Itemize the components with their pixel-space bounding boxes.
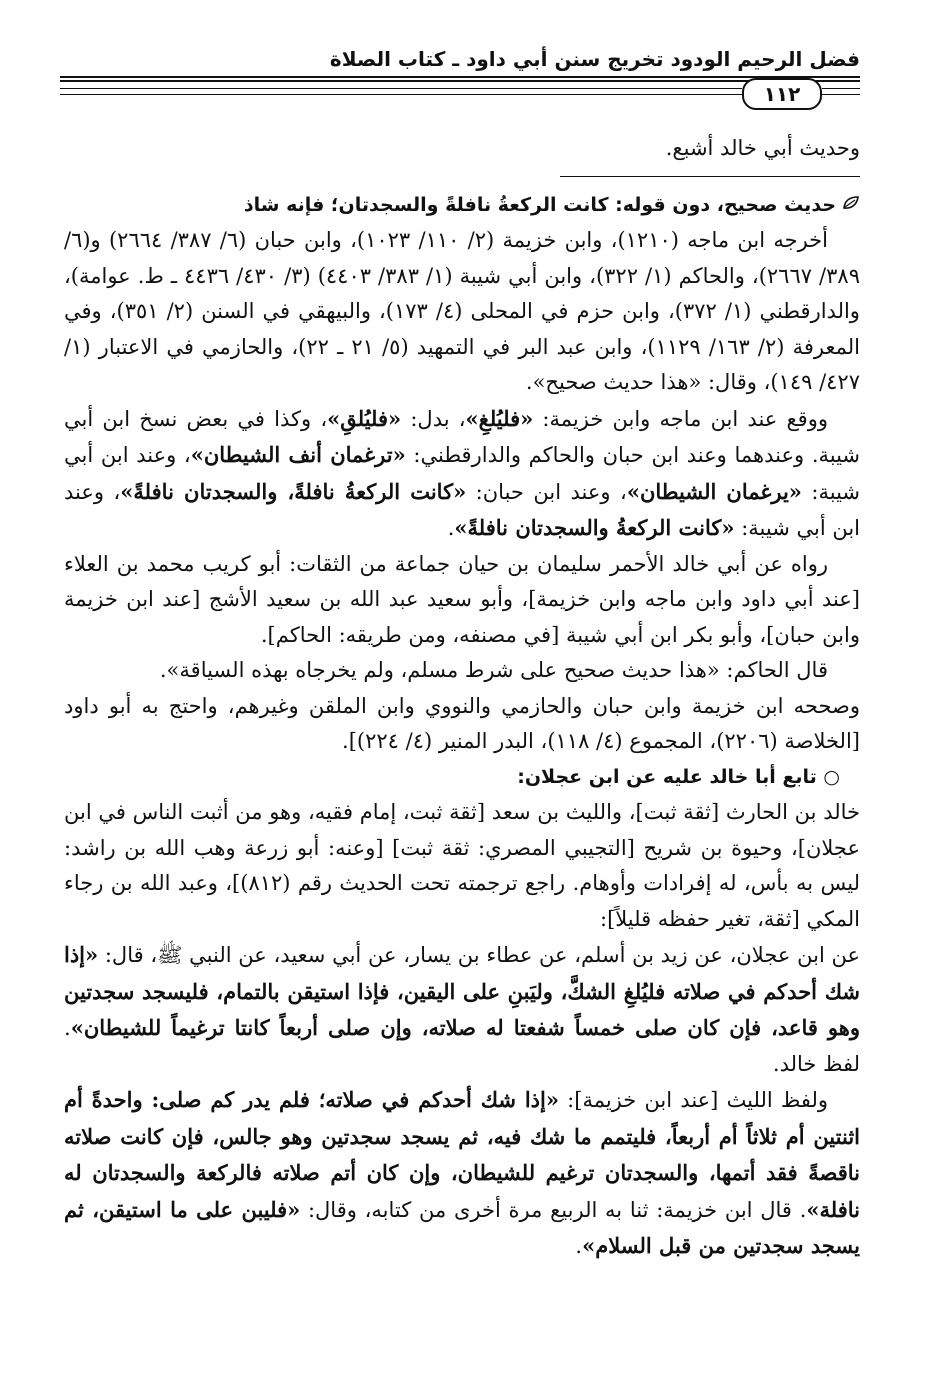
section-separator <box>560 176 860 177</box>
page-number-badge <box>742 78 822 110</box>
page-number-rule-left-2 <box>60 94 742 95</box>
paragraph-takhrij: أخرجه ابن ماجه (١٢١٠)، وابن خزيمة (٢/ ١١٠/ ١٠٢٣)، وابن حبان (٦/ ٣٨٧/ ٢٦٦٤) و(٦/ ٣٨٩/ ٢٦٦٧)، والحاكم (١/ ٣٢٢)، وابن أبي شيبة (١/ ٣٨٣/ ٤٤٠٣) (٣/ ٤٣٠/ ٤٤٣٦ ـ ط. عوامة)، والدارقطني (١/ ٣٧٢)، وابن حزم في المحلى (٤/ ١٧٣)، والبيهقي في السنن (٢/ ٣٥١)، وفي المعرفة (٢/ ١٦٣/ ١١٢٩)، وابن عبد البر في التمهيد (٥/ ٢١ ـ ٢٢)، والحازمي في الاعتبار (١/ ٤٢٧/ ١٤٩)، وقال: «هذا حديث صحيح». <box>64 228 860 394</box>
verdict-text: حديث صحيح، دون قوله: كانت الركعةُ نافلةً والسجدتان؛ فإنه شاذ <box>243 194 836 216</box>
text-run: . لفظ خالد. <box>64 1016 860 1076</box>
quoted-wording: «كانت الركعةُ نافلةً، والسجدتان نافلةً» <box>120 478 467 504</box>
text-run: ، وعند ابن أبي شيبة: <box>64 443 861 504</box>
page-number-rule-right-2 <box>822 94 860 95</box>
text-run: . قال ابن خزيمة: ثنا به الربيع مرة أخرى من كتابه، وقال: <box>300 1197 807 1222</box>
page-number-rule-left <box>60 88 742 89</box>
page-number: ١١٢ <box>763 82 801 106</box>
opening-line: وحديث أبي خالد أشبع. <box>665 136 860 160</box>
hadith-verdict <box>64 187 860 223</box>
text-run: ، وعند ابن حبان: <box>466 479 627 504</box>
quoted-wording: «فليُلقِ» <box>327 405 402 431</box>
text-run: ، وعند ابن أبي شيبة: <box>64 479 860 540</box>
running-header <box>60 44 860 74</box>
page-number-rule-right <box>822 88 860 89</box>
paragraph-hakim: قال الحاكم: «هذا حديث صحيح على شرط مسلم، ولم يخرجاه بهذه السياقة». <box>159 658 828 682</box>
text-run: ولفظ الليث [عند ابن خزيمة]: <box>558 1088 828 1112</box>
text-run: . <box>575 1234 583 1258</box>
hadith-matn: «فليبن على ما استيقن، ثم يسجد سجدتين من قبل السلام» <box>64 1196 860 1258</box>
quoted-wording: «يرغمان الشيطان» <box>626 478 802 504</box>
leaf-bullet-icon <box>842 187 860 223</box>
page-content <box>64 128 860 1265</box>
text-run: ، بدل: <box>401 406 466 431</box>
quoted-wording: «كانت الركعةُ والسجدتان نافلةً» <box>454 515 735 540</box>
paragraph-authentication: وصححه ابن خزيمة وابن حبان والحازمي والنووي وابن الملقن وغيرهم، واحتج به أبو داود [الخلاصة (٢٢٠٦)، المجموع (٤/ ١١٨)، البدر المنير (٤/ ٢٢٤)]. <box>64 693 860 753</box>
follow-up-heading-text: تابع أبا خالد عليه عن ابن عجلان: <box>517 765 817 788</box>
text-run: ، وكذا في بعض نسخ ابن أبي شيبة. وعندهما وعند ابن حبان والحاكم والدارقطني: <box>64 406 861 467</box>
text-run: عن ابن عجلان، عن زيد بن أسلم، عن عطاء بن يسار، عن أبي سعيد، عن النبي ﷺ، قال: <box>98 943 860 967</box>
paragraph-variants <box>64 401 860 547</box>
paragraph-hadith-text <box>64 937 860 1082</box>
quoted-wording: «فليُلغِ» <box>465 405 534 431</box>
quoted-wording: «ترغمان أنف الشيطان» <box>190 442 406 467</box>
text-run: . <box>447 516 455 540</box>
text-run: ووقع عند ابن ماجه وابن خزيمة: <box>533 406 828 431</box>
paragraph-followers: خالد بن الحارث [ثقة ثبت]، والليث بن سعد [ثقة ثبت، إمام فقيه، وهو من أثبت الناس في ابن عجلان]، وحيوة بن شريح [التجيبي المصري: ثقة ثبت] [وعنه: أبو زرعة وهب الله بن راشد: ليس به بأس، له إفرادات وأوهام. راجع ترجمته تحت الحديث رقم (٨١٢)]، وعبد الله بن رجاء المكي [ثقة، تغير حفظه قليلاً]: <box>64 800 860 931</box>
hadith-matn: «إذا شك أحدكم في صلاته؛ فلم يدر كم صلى: واحدةً أم اثنتين أم ثلاثاً أم أربعاً، فليتمم ما شك فيه، ثم يسجد سجدتين وهو جالس، فإن كانت صلاته ناقصةً فقد أتمها، والسجدتان ترغيم للشيطان، وإن كان أتم صلاته فالركعة والسجدتان له نافلة» <box>64 1087 860 1222</box>
hadith-matn: «إذا شك أحدكم في صلاته فليُلغِ الشكَّ، وليَبنِ على اليقين، فإذا استيقن بالتمام، فليسجد سجدتين وهو قاعد، فإن كان صلى خمساً شفعتا له صلاته، وإن صلى أربعاً كانتا ترغيماً للشيطان» <box>64 942 860 1040</box>
circle-bullet-icon: ○ <box>823 765 840 788</box>
paragraph-layth-wording <box>64 1082 860 1265</box>
follow-up-heading <box>64 760 860 796</box>
header-rule-top <box>60 76 860 78</box>
running-header-title: فضل الرحيم الودود تخريج سنن أبي داود ـ كتاب الصلاة <box>329 47 860 71</box>
header-rule-bottom <box>60 80 860 82</box>
paragraph-narrators: رواه عن أبي خالد الأحمر سليمان بن حيان جماعة من الثقات: أبو كريب محمد بن العلاء [عند أبي داود وابن ماجه وابن خزيمة]، وأبو سعيد عبد الله بن سعيد الأشج [عند ابن خزيمة وابن حبان]، وأبو بكر ابن أبي شيبة [في مصنفه، ومن طريقه: الحاكم]. <box>64 551 860 647</box>
